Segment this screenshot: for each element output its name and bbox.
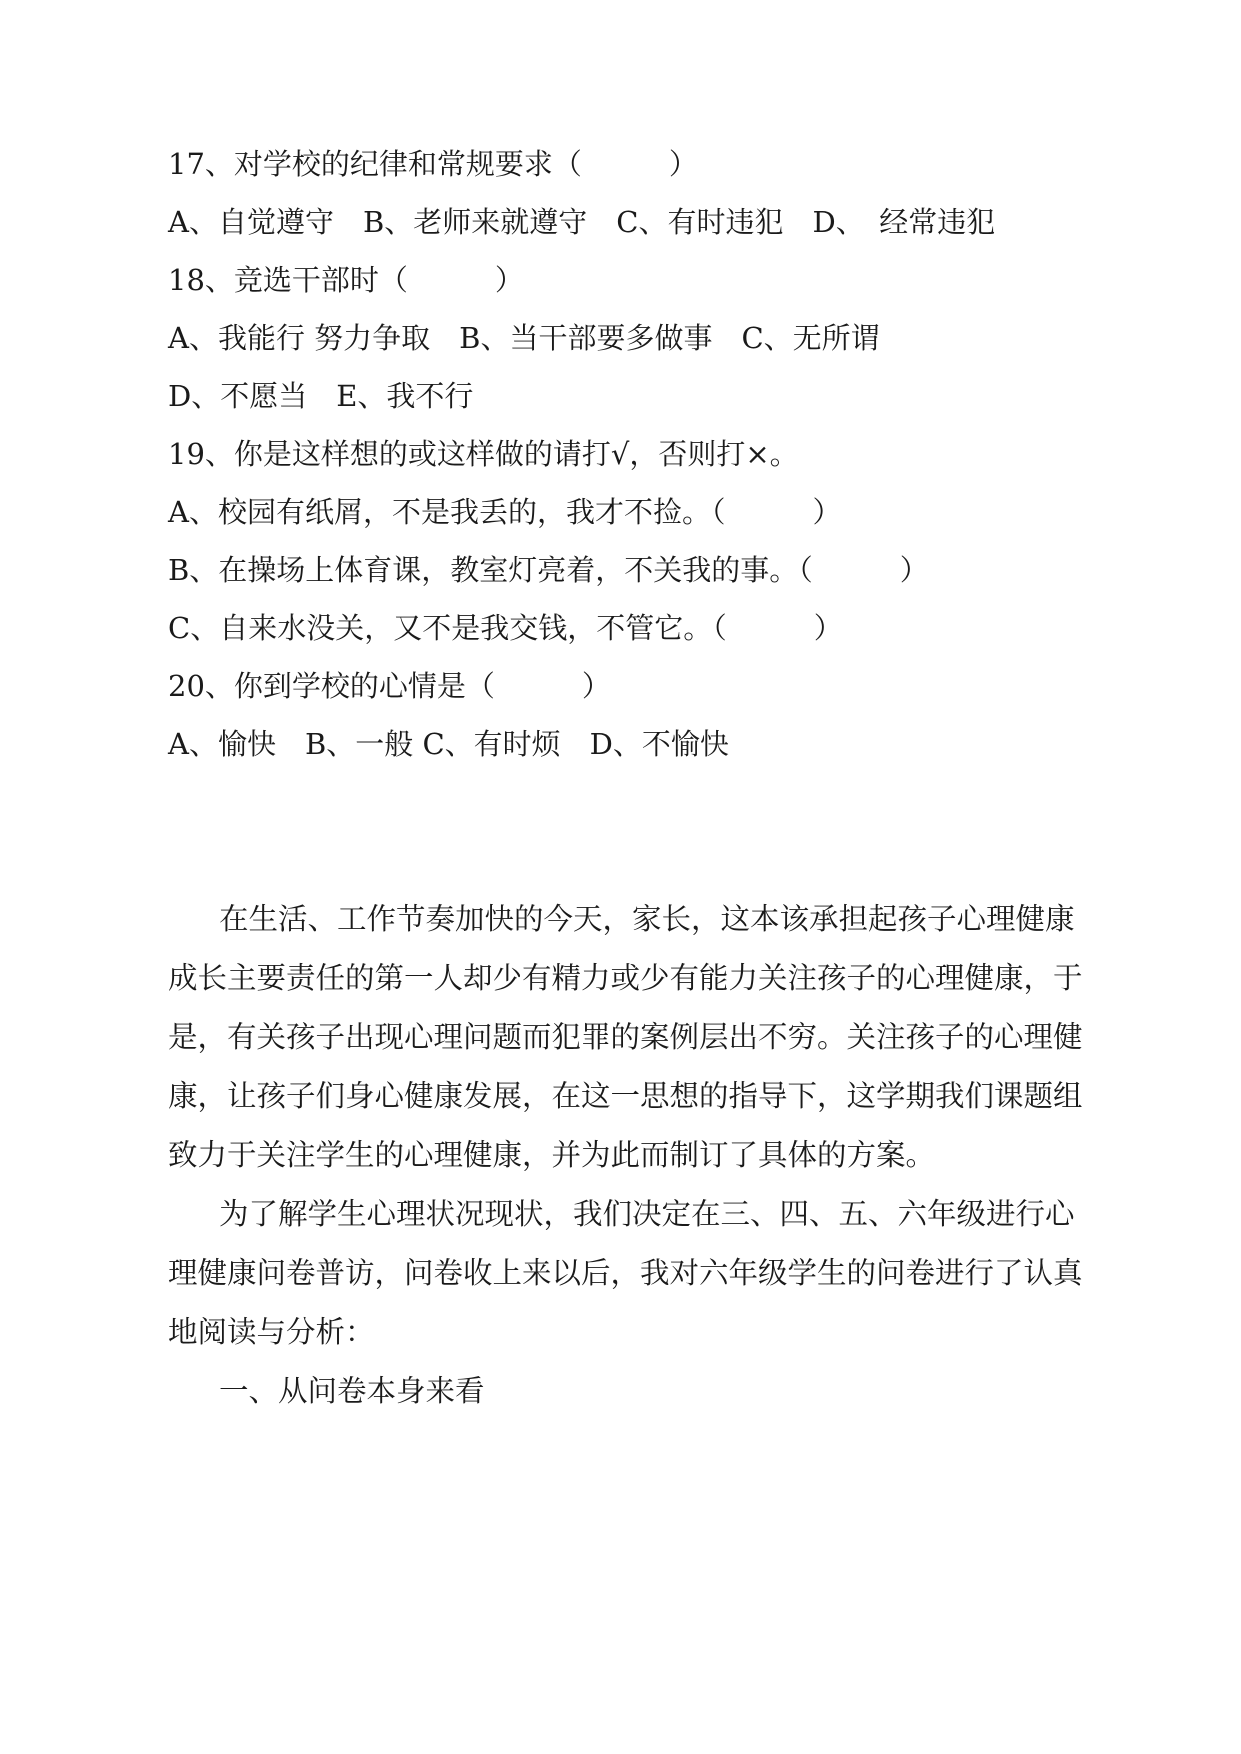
question-18-options-2: D、不愿当 E、我不行	[168, 379, 474, 413]
question-17: 17、对学校的纪律和常规要求（ ）	[168, 147, 698, 181]
question-19-item-c: C、自来水没关，又不是我交钱，不管它。（ ）	[168, 611, 843, 645]
paragraph-1-line: 致力于关注学生的心理健康，并为此而制订了具体的方案。	[168, 1138, 936, 1172]
paragraph-2-line: 为了解学生心理状况现状，我们决定在三、四、五、六年级进行心	[219, 1197, 1075, 1231]
question-19: 19、你是这样想的或这样做的请打√，否则打×。	[168, 437, 799, 471]
question-19-item-a: A、校园有纸屑，不是我丢的，我才不捡。（ ）	[168, 495, 842, 529]
paragraph-1-line: 在生活、工作节奏加快的今天，家长，这本该承担起孩子心理健康	[219, 902, 1075, 936]
question-20: 20、你到学校的心情是（ ）	[168, 669, 611, 703]
paragraph-2-line: 理健康问卷普访，问卷收上来以后，我对六年级学生的问卷进行了认真	[168, 1256, 1083, 1290]
question-18-options-1: A、我能行 努力争取 B、当干部要多做事 C、无所谓	[168, 321, 880, 355]
section-heading: 一、从问卷本身来看	[219, 1374, 485, 1408]
paragraph-1-line: 是，有关孩子出现心理问题而犯罪的案例层出不穷。关注孩子的心理健	[168, 1020, 1083, 1054]
paragraph-1-line: 康，让孩子们身心健康发展，在这一思想的指导下，这学期我们课题组	[168, 1079, 1083, 1113]
question-19-item-b: B、在操场上体育课，教室灯亮着，不关我的事。（ ）	[168, 553, 929, 587]
question-17-options: A、自觉遵守 B、老师来就遵守 C、有时违犯 D、 经常违犯	[168, 205, 996, 239]
question-18: 18、竞选干部时（ ）	[168, 263, 524, 297]
question-20-options: A、愉快 B、一般 C、有时烦 D、不愉快	[168, 727, 729, 761]
paragraph-2-line: 地阅读与分析：	[168, 1315, 375, 1349]
paragraph-1-line: 成长主要责任的第一人却少有精力或少有能力关注孩子的心理健康，于	[168, 961, 1083, 995]
